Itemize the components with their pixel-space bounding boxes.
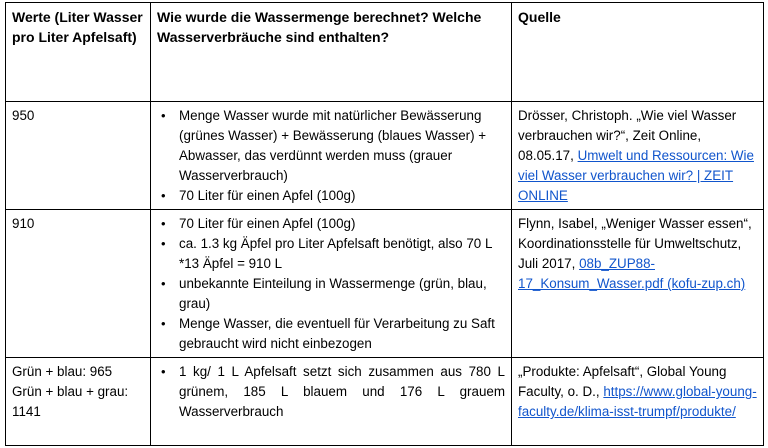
list-item [157, 186, 505, 206]
bullet-list [157, 106, 505, 206]
list-item [157, 362, 505, 422]
source-text: „Produkte: Apfelsaft“, Global Young Faculty, o. D., [518, 364, 727, 399]
value-cell [6, 210, 151, 358]
water-usage-table [5, 2, 764, 446]
list-item [157, 314, 505, 354]
method-cell [151, 358, 512, 446]
list-item [157, 274, 505, 314]
source-text: Drösser, Christoph. „Wie viel Wasser verbrauchen wir?“, Zeit Online, 08.05.17, [518, 108, 737, 163]
bullet-text: 70 Liter für einen Apfel (100g) [179, 188, 356, 203]
bullet-icon: • [161, 316, 166, 331]
method-cell [151, 210, 512, 358]
bullet-list [157, 362, 505, 422]
bullet-icon: • [161, 188, 166, 203]
bullet-text: ca. 1.3 kg Äpfel pro Liter Apfelsaft benötigt, also 70 L *13 Äpfel = 910 L [179, 236, 492, 271]
source-link[interactable]: https://www.global-young-faculty.de/klima-isst-trumpf/produkte/ [518, 384, 757, 419]
table-row [6, 210, 764, 358]
source-cell [512, 102, 764, 210]
list-item [157, 106, 505, 186]
source-link[interactable]: 08b_ZUP88-17_Konsum_Wasser.pdf (kofu-zup.ch) [518, 256, 746, 291]
bullet-icon: • [161, 276, 166, 291]
source-cell [512, 210, 764, 358]
bullet-icon: • [161, 364, 166, 379]
value-line: 910 [12, 216, 35, 231]
value-cell [6, 358, 151, 446]
bullet-icon: • [161, 236, 166, 251]
value-line: 950 [12, 108, 35, 123]
source-text: Flynn, Isabel, „Weniger Wasser essen“, Koordinationsstelle für Umweltschutz, Juli 2017, [518, 216, 752, 271]
value-cell [6, 102, 151, 210]
header-values: Werte (Liter Wasser pro Liter Apfelsaft) [6, 3, 151, 102]
method-cell [151, 102, 512, 210]
bullet-text: Menge Wasser wurde mit natürlicher Bewässerung (grünes Wasser) + Bewässerung (blaues Wasser) + Abwasser, das verdünnt werden muss (grauer Wasserverbrauch) [179, 108, 487, 183]
header-source: Quelle [512, 3, 764, 102]
bullet-list [157, 214, 505, 354]
table-row [6, 102, 764, 210]
bullet-text: 70 Liter für einen Apfel (100g) [179, 216, 356, 231]
list-item [157, 234, 505, 274]
header-method: Wie wurde die Wassermenge berechnet? Welche Wasserverbräuche sind enthalten? [151, 3, 512, 102]
bullet-text: unbekannte Einteilung in Wassermenge (grün, blau, grau) [179, 276, 487, 311]
source-cell [512, 358, 764, 446]
value-line: Grün + blau + grau: 1141 [12, 384, 129, 419]
bullet-icon: • [161, 108, 166, 123]
value-line: Grün + blau: 965 [12, 364, 113, 379]
list-item [157, 214, 505, 234]
table-header-row [6, 3, 764, 102]
bullet-text: Menge Wasser, die eventuell für Verarbeitung zu Saft gebraucht wird nicht einbezogen [179, 316, 495, 351]
bullet-icon: • [161, 216, 166, 231]
bullet-text: 1 kg/ 1 L Apfelsaft setzt sich zusammen aus 780 L grünem, 185 L blauem und 176 L grauem Wasserverbrauch [179, 364, 505, 419]
source-link[interactable]: Umwelt und Ressourcen: Wie viel Wasser verbrauchen wir? | ZEIT ONLINE [518, 148, 754, 203]
table-row [6, 358, 764, 446]
